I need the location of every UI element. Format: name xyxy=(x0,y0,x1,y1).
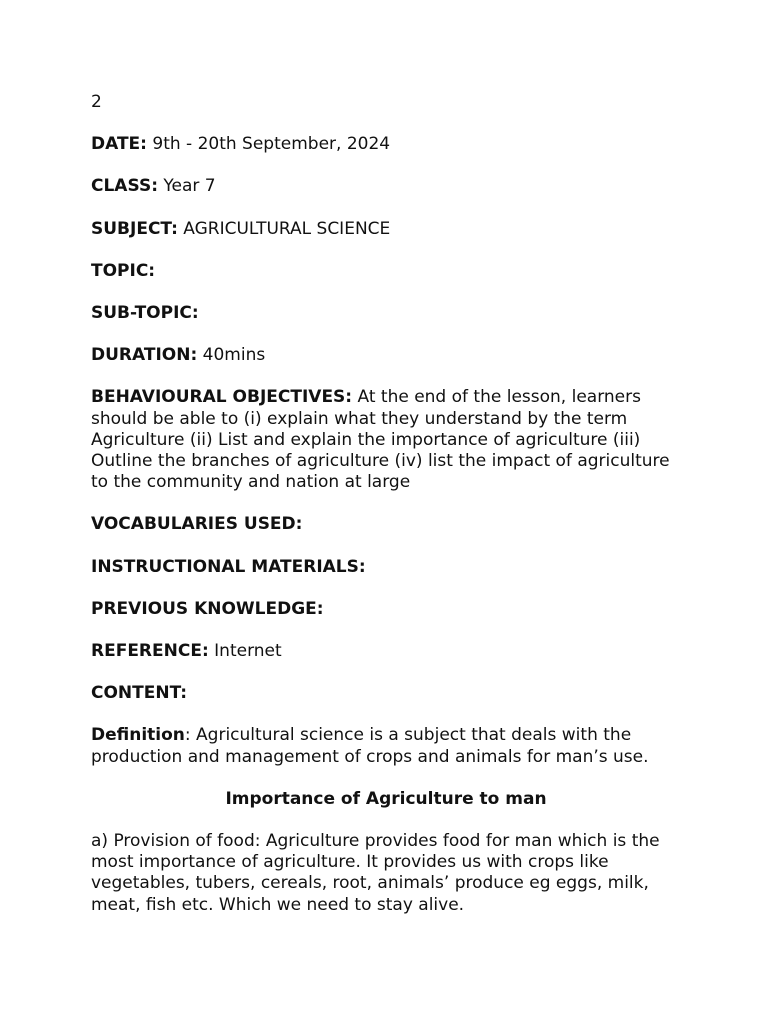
duration-label: DURATION: xyxy=(91,345,198,366)
duration-field xyxy=(91,345,681,366)
content-label: CONTENT: xyxy=(91,683,188,704)
behavioural-objectives-field xyxy=(91,387,681,493)
class-field xyxy=(91,176,681,197)
previous-knowledge-label: PREVIOUS KNOWLEDGE: xyxy=(91,598,324,619)
vocabularies-field xyxy=(91,514,681,535)
definition-text: : Agricultural science is a subject that deals with the production and management of crops and animals for man’s use. xyxy=(91,725,649,767)
date-value: 9th - 20th September, 2024 xyxy=(146,134,391,155)
instructional-materials-label: INSTRUCTIONAL MATERIALS: xyxy=(91,556,366,577)
reference-label: REFERENCE: xyxy=(91,641,209,662)
reference-value: Internet xyxy=(208,641,282,662)
class-label: CLASS: xyxy=(91,176,158,197)
importance-point: a) Provision of food: Agriculture provides food for man which is the most importance of agriculture. It provides us with crops like vegetables, tubers, cereals, root, animals’ produce eg eggs, milk, meat, fish etc. Which we need to stay alive. xyxy=(91,831,660,915)
class-value: Year 7 xyxy=(158,176,216,197)
date-field xyxy=(91,134,681,155)
instructional-materials-field xyxy=(91,557,681,578)
definition-paragraph xyxy=(91,725,681,767)
topic-field xyxy=(91,261,681,282)
lesson-note-page xyxy=(91,92,681,937)
subject-value: AGRICULTURAL SCIENCE xyxy=(177,218,391,239)
date-label: DATE: xyxy=(91,134,147,155)
topic-label: TOPIC: xyxy=(91,260,156,281)
page-number: 2 xyxy=(91,92,102,112)
behavioural-objectives-value: At the end of the lesson, learners should be able to (i) explain what they understand by the term Agriculture (ii) List and explain the importance of agriculture (iii) Outline the branches of agriculture (iv) list the impact of agriculture to the community and nation at large xyxy=(91,387,670,493)
subject-field xyxy=(91,219,681,240)
definition-label: Definition xyxy=(91,725,185,746)
reference-field xyxy=(91,641,681,662)
behavioural-objectives-label: BEHAVIOURAL OBJECTIVES: xyxy=(91,387,353,408)
content-field xyxy=(91,683,681,704)
vocabularies-label: VOCABULARIES USED: xyxy=(91,514,303,535)
subject-label: SUBJECT: xyxy=(91,218,178,239)
sub-topic-label: SUB-TOPIC: xyxy=(91,303,199,324)
section-heading: Importance of Agriculture to man xyxy=(225,788,547,809)
duration-value: 40mins xyxy=(197,345,266,366)
previous-knowledge-field xyxy=(91,599,681,620)
sub-topic-field xyxy=(91,303,681,324)
